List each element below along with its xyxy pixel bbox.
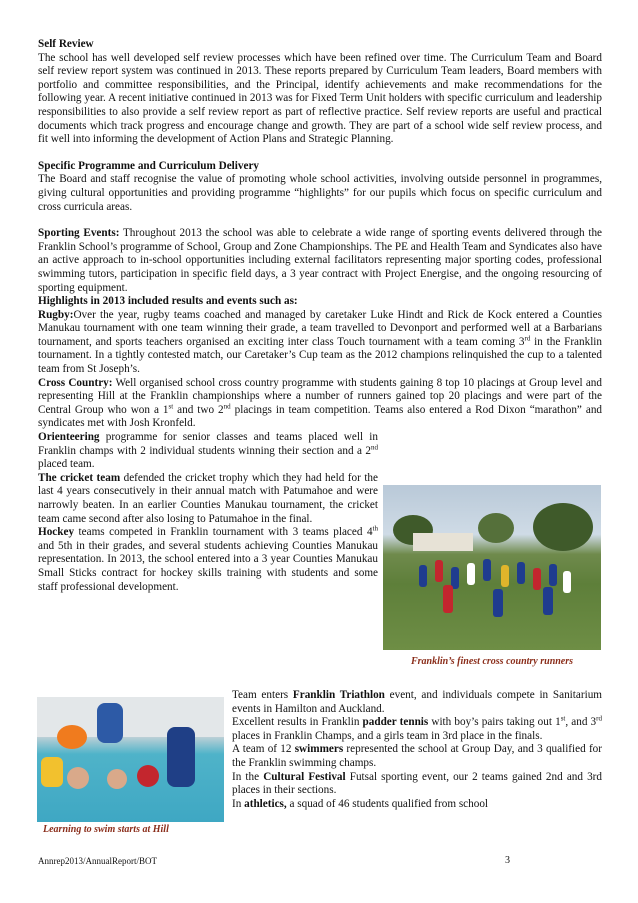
specific-programme-heading: Specific Programme and Curriculum Delivery <box>38 159 260 172</box>
page-number: 3 <box>505 855 510 866</box>
athletics-paragraph: In athletics, a squad of 46 students qualified from school <box>232 797 489 810</box>
left-narrow-column <box>38 431 378 594</box>
runner <box>443 585 453 613</box>
padder-tennis-paragraph: Excellent results in Franklin padder tennis with boy’s pairs taking out 1st, and 3rd places in Franklin Champs, and a girls team in 3rd place in the finals. <box>232 714 602 742</box>
footer-reference: Annrep2013/AnnualReport/BOT <box>38 856 157 866</box>
building <box>413 533 473 551</box>
tree <box>478 513 514 543</box>
cricket-paragraph: The cricket team defended the cricket trophy which they had held for the last 4 years consecutively in their annual match with Patumahoe and were narrowly beaten. In an earlier Counties Manukau tournament, the cricket team came second after also losing to Patumahoe in the final. <box>38 471 378 525</box>
runner <box>543 587 553 615</box>
highlights-heading: Highlights in 2013 included results and events such as: <box>38 295 298 308</box>
orienteering-label: Orienteering <box>38 431 100 444</box>
runner <box>517 562 525 584</box>
cross-country-paragraph: Cross Country: Well organised school cross country programme with students gaining 8 top 10 placings at Group level and representing Hill at the Franklin championships where a number of runners gained top 20 placings and were part of the Central Group who won a 1st and two 2nd placings in team competition. Teams also entered a Rod Dixon “marathon” and syndicates met with Josh Kronfeld. <box>38 376 603 430</box>
rugby-label: Rugby: <box>38 308 74 321</box>
swimmers-paragraph: A team of 12 swimmers represented the school at Group Day, and 3 qualified for the Franklin swimming champs. <box>232 743 602 769</box>
sporting-events-label: Sporting Events: <box>38 227 120 240</box>
swimmer <box>107 769 127 789</box>
self-review-heading: Self Review <box>38 38 94 50</box>
instructor <box>167 727 195 787</box>
runner <box>419 565 427 587</box>
cross-country-caption: Franklin’s finest cross country runners <box>410 656 574 667</box>
rugby-paragraph: Rugby:Over the year, rugby teams coached and managed by caretaker Luke Hindt and Rick de Kock entered a Counties Manukau tournament with one team winning their grade, a team travelled to Devonport and performed well at a Barbarians tournament, and sports teachers organised an exciting inter class Touch tournament with a team coming 3rd in the Franklin tournament. In a tightly contested match, our Caretaker’s Cup team as the 2012 champions relinquished the cup to a talented team from St Joseph’s. <box>38 308 603 376</box>
tree <box>533 503 593 551</box>
runner <box>493 589 503 617</box>
pool-toy <box>41 757 63 787</box>
cultural-festival-paragraph: In the Cultural Festival Futsal sporting event, our 2 teams gained 2nd and 3rd places in their sections. <box>232 770 602 797</box>
triathlon-paragraph: Team enters Franklin Triathlon event, and individuals compete in Sanitarium events in Hamilton and Auckland. <box>232 689 602 715</box>
swimming-caption: Learning to swim starts at Hill <box>37 822 224 838</box>
runner <box>435 560 443 582</box>
runner <box>549 564 557 586</box>
runner <box>563 571 571 593</box>
cross-country-photo <box>383 485 601 650</box>
cross-country-label: Cross Country: <box>38 376 113 389</box>
instructor <box>97 703 123 743</box>
sporting-events-paragraph: Sporting Events: Throughout 2013 the school was able to celebrate a wide range of sporting events delivered through the Franklin School’s programme of School, Group and Zone Championships. The PE and Health Team and Syndicates also have an active approach to in-school opportunities including external facilitators representing major sporting codes, professional swimming tutors, participation in specific field days, a 3 year contract with Project Energise, and the ongoing resourcing of sporting equipment. <box>38 227 603 294</box>
swimmer <box>137 765 159 787</box>
hockey-label: Hockey <box>38 526 75 539</box>
right-column <box>232 689 602 811</box>
swimmer <box>57 725 87 749</box>
runner <box>483 559 491 581</box>
specific-programme-body: The Board and staff recognise the value of promoting whole school activities, involving outside personnel in programmes, giving cultural opportunities and providing programme “highlights” for our pupils which focus on specific curriculum and cross curricula areas. <box>38 173 602 213</box>
self-review-body: The school has well developed self review processes which have been refined over time. The Curriculum Team and Board self review report system was continued in 2013. These reports prepared by Curriculum Team leaders, Board members with portfolio and committee responsibilities, and the Principal, identify achievements and make recommendations for the following year. A recent initiative continued in 2013 was for Fixed Term Unit holders with specific curriculum and leadership responsibilities to also provide a self review report as part of reflective practice. Self review reports are useful and practical documents which track progress and encourage change and growth. They are part of a school wide self review process, and fit well into informing the development of Action Plans and Strategic Planning. <box>38 51 602 146</box>
swimmer <box>67 767 89 789</box>
hockey-paragraph: Hockey teams competed in Franklin tournament with 3 teams placed 4th and 5th in their grades, and several students achieving Counties Manukau representation. In 2013, the school entered into a 3 year Counties Manukau Small Sticks contract for hockey skills training with students and some staff professional development. <box>38 524 378 593</box>
swimming-photo <box>37 697 224 824</box>
cricket-label: The cricket team <box>38 471 121 484</box>
runner <box>533 568 541 590</box>
runner <box>501 565 509 587</box>
runner <box>467 563 475 585</box>
orienteering-paragraph: Orienteering programme for senior classes and teams placed well in Franklin champs with 2 individual students winning their section and a 2nd placed team. <box>38 431 378 471</box>
